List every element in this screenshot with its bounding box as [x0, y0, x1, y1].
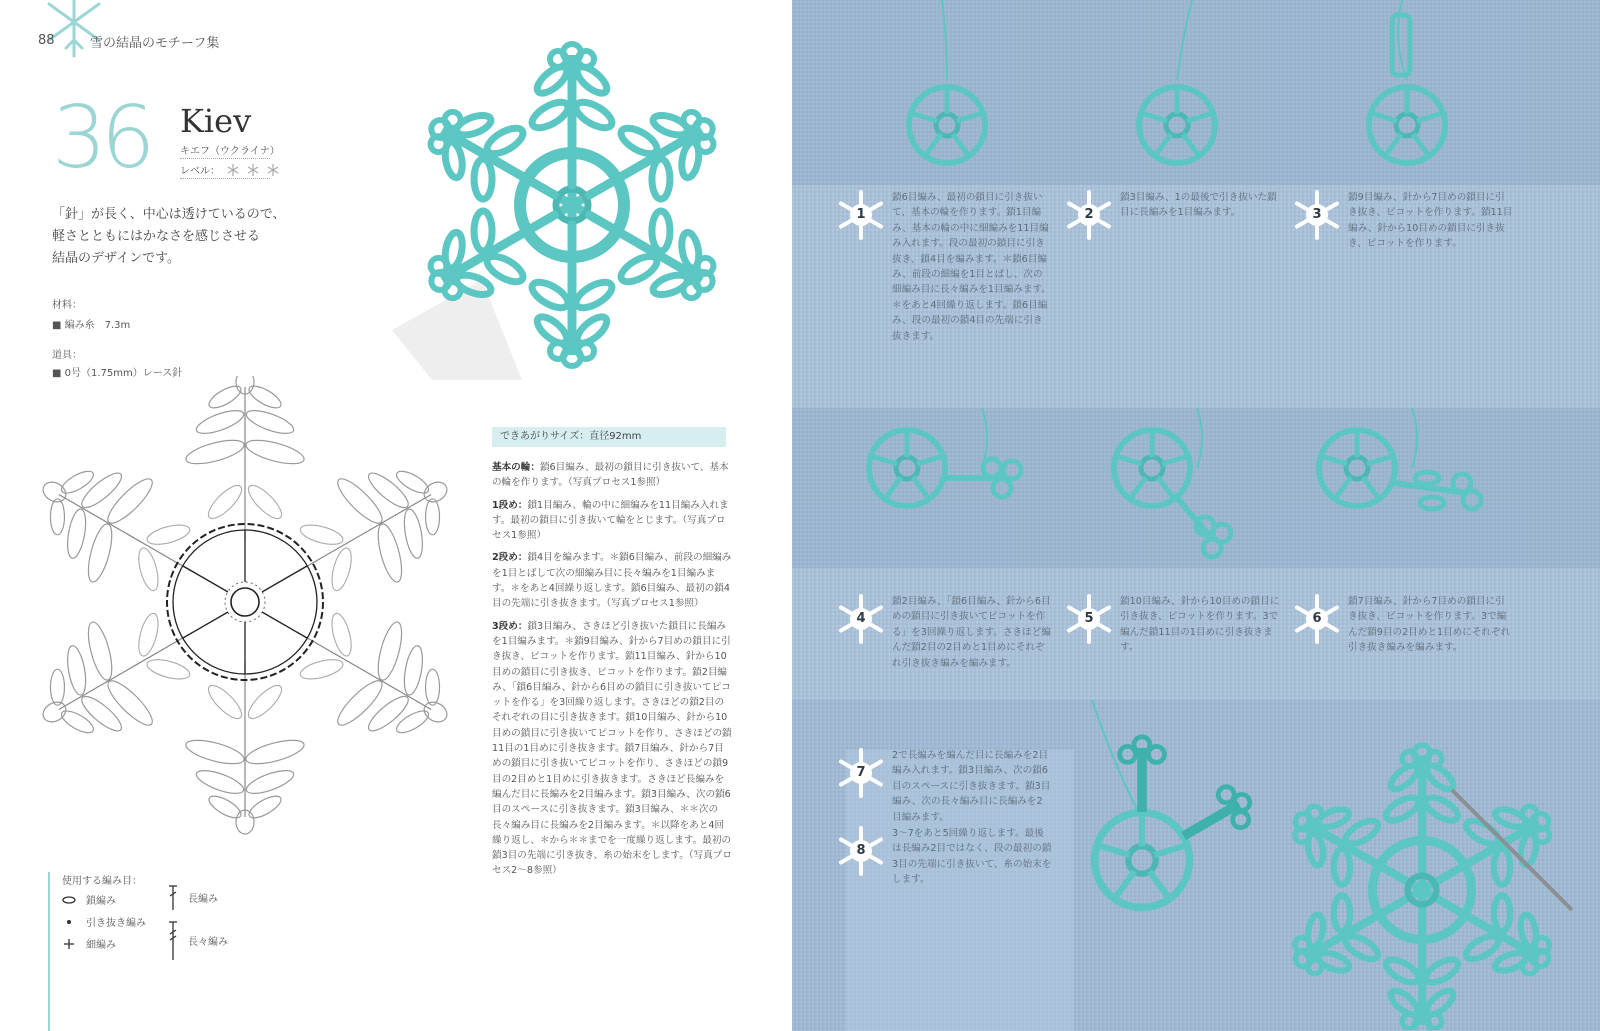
instruction-paragraph: 基本の輪：鎖6目編み、最初の鎖目に引き抜いて、基本の輪を作ります。（写真プロセス1参照）: [492, 462, 729, 489]
step-number: 3: [1312, 207, 1322, 222]
step-number: 8: [856, 843, 866, 858]
legend-title: 使用する編み目：: [62, 876, 142, 887]
single-crochet-icon: [62, 939, 76, 949]
left-page: [0, 0, 792, 1031]
finished-snowflake-photo: [392, 30, 742, 380]
motif-name: Kiev: [180, 102, 252, 140]
legend-item: 長編み: [168, 884, 218, 910]
motif-number: 36: [52, 88, 150, 188]
chain-stitch-icon: [62, 896, 76, 904]
level-row: [180, 162, 282, 177]
step-number: 1: [856, 207, 866, 222]
step-5-photo: [1097, 408, 1277, 568]
stitch-legend: [48, 872, 280, 1031]
slip-stitch-icon: [62, 918, 76, 926]
step-6-photo: [1302, 408, 1502, 568]
instruction-paragraph: 3段め：鎖3目編み、さきほど引き抜いた鎖目に長編みを1目編みます。＊鎖9目編み、針から7目めの鎖目に引き抜き、ピコットを作ります。鎖11目編み、針から10目めの鎖目に引き抜き、ピコットを作ります。鎖2目編み、「鎖6目編み、針から6目めの鎖目に引き抜いてピコットを作る」を3回繰り返します。さきほどの鎖2目のそれぞれの目に引き抜きます。鎖10目編み、針から10目めの鎖目に引き抜いてピコットを作り、さきほどの鎖11目の1目めに引き抜きます。鎖7目編み、針から7目めの鎖目に引き抜いてピコットを作り、さきほどの鎖9目の2目めと1目めに引き抜きます。さきほど長編みを編んだ目に長編みを2目編みます。鎖3目編み、次の鎖6目のスペースに引き抜きます。鎖3目編み、＊＊次の長々編み目に長編みを2目編みます。＊以降をあと4回繰り返し、＊から＊＊までを一度繰り返します。最初の鎖3目の先端に引き抜き、糸の始末をします。（写真プロセス2〜8参照）: [492, 620, 732, 877]
motif-subtitle: キエフ（ウクライナ）: [180, 146, 280, 157]
step-number: 7: [856, 765, 866, 780]
tools-label: 道具：: [52, 350, 82, 361]
legend-item: 細編み: [62, 936, 116, 951]
right-page: [792, 0, 1600, 1031]
step-text: 鎖7目編み、針から7目めの鎖目に引き抜き、ピコットを作ります。3で編んだ鎖9目の2目めと1目めにそれぞれ引き抜き編みを編みます。: [1348, 596, 1511, 654]
step-number: 6: [1312, 611, 1322, 626]
divider: [180, 158, 270, 159]
materials-label: 材料：: [52, 300, 82, 311]
legend-item: 長々編み: [168, 920, 228, 960]
intro-text: [52, 204, 285, 270]
step-text: 鎖10目編み、針から10目めの鎖目に引き抜き、ピコットを作ります。3で編んだ鎖11目の1目めに引き抜きます。: [1120, 596, 1280, 654]
step-7-photo: [1072, 700, 1272, 950]
instruction-paragraph: 1段め：鎖1目編み、輪の中に細編みを11目編み入れます。最初の鎖目に引き抜いて輪をとじます。（写真プロセス1参照）: [492, 499, 729, 542]
double-crochet-icon: [168, 884, 178, 910]
step-text: 鎖9目編み、針から7目めの鎖目に引き抜き、ピコットを作ります。鎖11目編み、針から10目めの鎖目に引き抜き、ピコットを作ります。: [1348, 192, 1513, 250]
tools-item: ■ 0号（1.75mm）レース針: [52, 368, 183, 379]
intro-line: 軽さとともにはかなさを感じさせる: [52, 229, 261, 244]
legend-item: 引き抜き編み: [62, 914, 146, 929]
instructions: [492, 460, 732, 886]
materials-item: ■ 編み糸 7.3m: [52, 320, 131, 331]
treble-crochet-icon: [168, 920, 178, 960]
step-1-photo: [892, 0, 1002, 180]
intro-line: 結晶のデザインです。: [52, 251, 181, 266]
finished-size-box: できあがりサイズ：直径92mm: [492, 427, 726, 447]
step-8-photo: [1272, 730, 1592, 1030]
step-text: 3〜7をあと5回繰り返します。最後は長編み2目ではなく、段の最初の鎖3目の先端に引き抜いて、糸の始末をします。: [892, 828, 1052, 886]
step-3-photo: [1352, 0, 1462, 180]
crochet-chart-diagram: [40, 376, 460, 846]
step-number: 2: [1084, 207, 1094, 222]
page-number: 88: [38, 33, 55, 48]
step-text: 鎖6目編み、最初の鎖目に引き抜いて、基本の輪を作ります。鎖1目編み、基本の輪の中に細編みを11目編み入れます。段の最初の鎖目に引き抜き、鎖4目を編みます。＊鎖6目編み、前段の細編を1目とばし、次の細編み目に長々編みを1目編みます。＊をあと4回繰り返します。鎖6目編み、段の最初の鎖4目の先端に引き抜きます。: [892, 192, 1051, 342]
step-4-photo: [852, 408, 1052, 568]
level-flake-icon: [224, 163, 282, 177]
step-number: 5: [1084, 611, 1094, 626]
intro-line: 「針」が長く、中心は透けているので、: [52, 207, 286, 222]
step-text: 鎖2目編み、「鎖6目編み、針から6目めの鎖目に引き抜いてピコットを作る」を3回繰り返します。さきほど編んだ鎖2目の2目めと1目めにそれぞれ引き抜き編みを編みます。: [892, 596, 1051, 669]
step-text: 2で長編みを編んだ目に長編みを2目編み入れます。鎖3目編み、次の鎖6目のスペースに引き抜きます。鎖3目編み、次の長々編み目に長編みを2目編みます。: [892, 750, 1051, 823]
level-label: レベル：: [180, 166, 220, 177]
legend-item: 鎖編み: [62, 892, 116, 907]
step-text: 鎖3目編み、1の最後で引き抜いた鎖目に長編みを1目編みます。: [1120, 192, 1277, 219]
step-number: 4: [856, 611, 866, 626]
running-title: 雪の結晶のモチーフ集: [90, 36, 220, 51]
step-2-photo: [1122, 0, 1232, 180]
divider: [180, 178, 270, 179]
instruction-paragraph: 2段め：鎖4目を編みます。＊鎖6目編み、前段の細編みを1目とばして次の細編み目に長々編みを1目編みます。＊をあと4回繰り返します。鎖6目編み、最初の鎖4目の先端に引き抜きます。（写真プロセス1参照）: [492, 552, 732, 610]
